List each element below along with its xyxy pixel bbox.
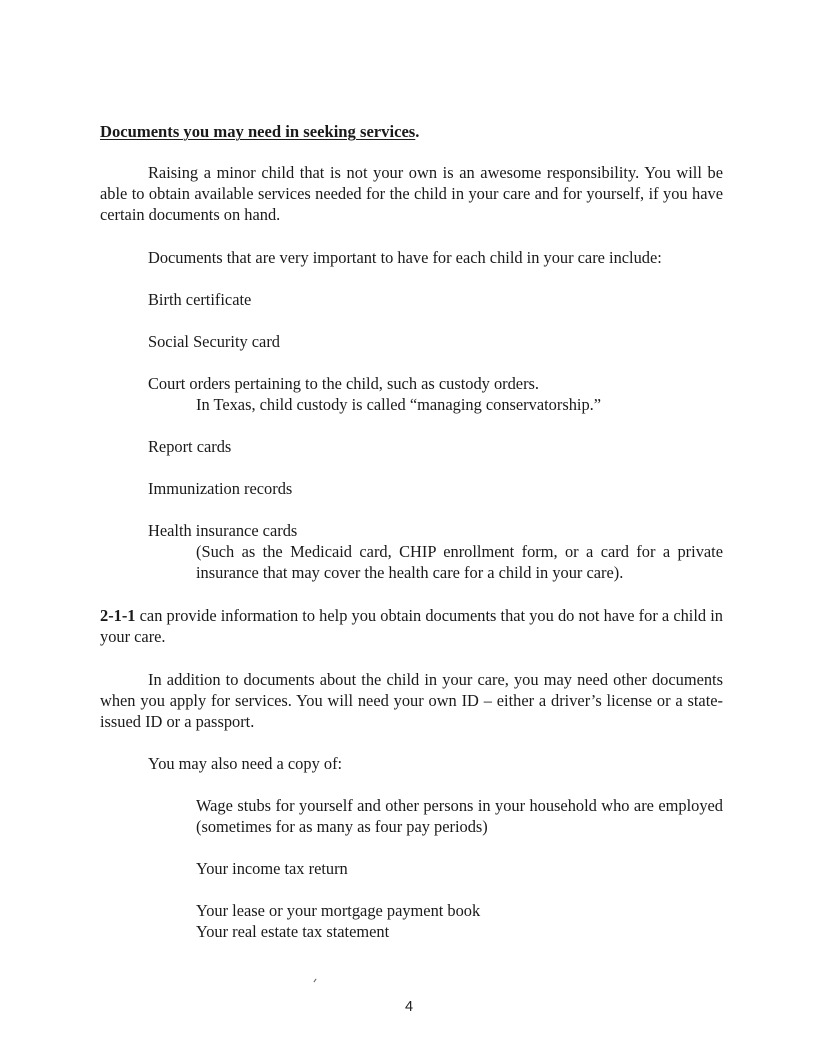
heading-period: . (415, 122, 420, 141)
helpline-text: can provide information to help you obtain documents that you do not have for a child in your care. (100, 606, 723, 646)
health-insurance-note: (Such as the Medicaid card, CHIP enrollment form, or a card for a private insurance that may cover the health care for a child in your care). (196, 542, 723, 582)
court-orders-note: In Texas, child custody is called “managing conservatorship.” (196, 395, 602, 414)
copy-doc-income-tax-return: Your income tax return (196, 859, 348, 878)
child-doc-health-insurance-cards: Health insurance cards (148, 521, 298, 540)
section-heading-text: Documents you may need in seeking services (100, 122, 416, 141)
helpline-paragraph (100, 605, 723, 647)
id-paragraph: In addition to documents about the child in your care, you may need other documents when you apply for services. You will need your own ID – either a driver’s license or a state-issued ID or a passport. (100, 670, 723, 731)
copy-doc-lease-mortgage: Your lease or your mortgage payment book (196, 901, 481, 920)
child-doc-report-cards: Report cards (148, 437, 232, 456)
helpline-number: 2-1-1 (100, 606, 136, 625)
intro-paragraph: Raising a minor child that is not your own is an awesome responsibility. You will be able to obtain available services needed for the child in your care and for yourself, if you have certain documents on hand. (100, 163, 723, 224)
scan-artifact-mark (313, 979, 316, 983)
copy-doc-wage-stubs: Wage stubs for yourself and other persons in your household who are employed (sometimes for as many as four pay periods) (196, 796, 723, 836)
child-doc-social-security-card: Social Security card (148, 332, 280, 351)
copy-doc-real-estate-tax: Your real estate tax statement (196, 922, 390, 941)
child-doc-birth-certificate: Birth certificate (148, 290, 252, 309)
page-number: 4 (405, 999, 414, 1015)
child-doc-immunization-records: Immunization records (148, 479, 293, 498)
child-doc-court-orders: Court orders pertaining to the child, such as custody orders. (148, 374, 540, 393)
copy-docs-intro: You may also need a copy of: (148, 754, 343, 773)
section-heading (100, 121, 419, 142)
child-docs-intro: Documents that are very important to have for each child in your care include: (148, 248, 662, 267)
